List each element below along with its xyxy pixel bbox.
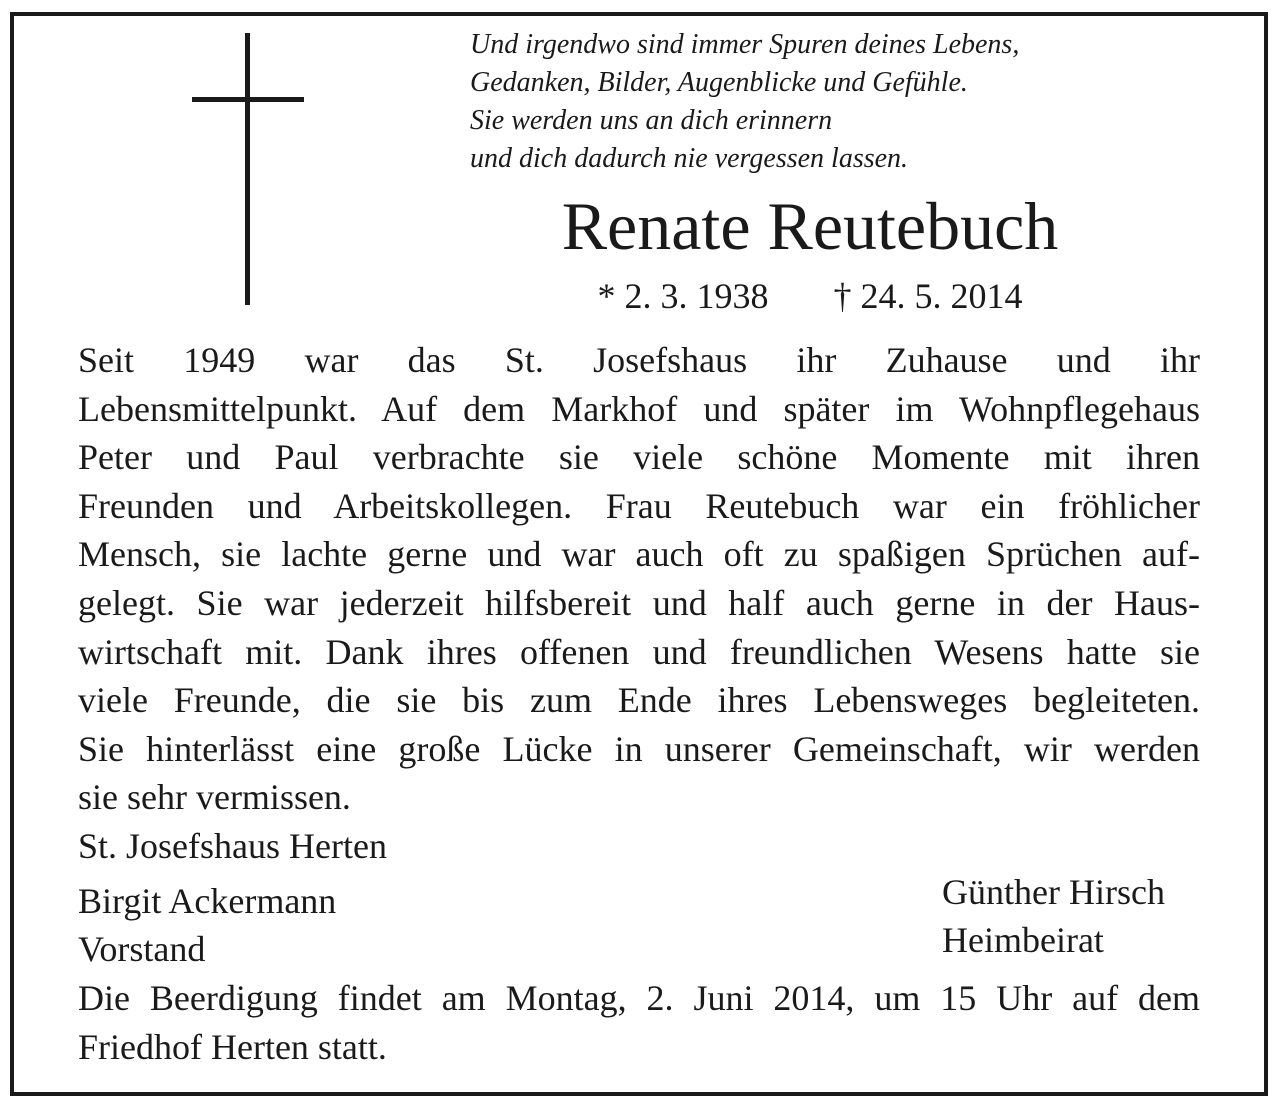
body-line: viele Freunde, die sie bis zum Ende ihres Lebensweges begleiteten. <box>78 680 1200 721</box>
signatory-left-name: Birgit Ackermann <box>78 881 337 921</box>
poem-line: Gedanken, Bilder, Augenblicke und Gefühle. <box>470 67 968 98</box>
body-line: Sie hinterlässt eine große Lücke in unserer Gemeinschaft, wir werden <box>78 728 1200 769</box>
cross-horizontal-bar <box>192 97 304 102</box>
funeral-notice <box>78 974 1200 1072</box>
life-dates <box>420 272 1200 320</box>
birth-date: * 2. 3. 1938 <box>597 276 769 316</box>
body-line: sie sehr vermissen. <box>78 777 351 818</box>
funeral-line: Friedhof Herten statt. <box>78 1027 387 1067</box>
cross-vertical-bar <box>245 33 250 305</box>
signatory-right-name: Günther Hirsch <box>942 872 1165 912</box>
cross-icon <box>192 33 304 305</box>
body-line: gelegt. Sie war jederzeit hilfsbereit und half auch gerne in der Haus- <box>78 582 1200 623</box>
obituary-body <box>78 336 1200 822</box>
body-line: Peter und Paul verbrachte sie viele schöne Momente mit ihren <box>78 437 1200 478</box>
poem-line: Und irgendwo sind immer Spuren deines Lebens, <box>470 29 1020 60</box>
poem-line: Sie werden uns an dich erinnern <box>470 105 833 136</box>
death-date: † 24. 5. 2014 <box>833 276 1023 316</box>
body-line: Mensch, sie lachte gerne und war auch oft zu spaßigen Sprüchen auf- <box>78 534 1200 575</box>
body-line: wirtschaft mit. Dank ihres offenen und freundlichen Wesens hatte sie <box>78 631 1200 672</box>
organization-name: St. Josefshaus Herten <box>78 826 387 866</box>
signatory-left-role: Vorstand <box>78 929 206 969</box>
signatory-right-role: Heimbeirat <box>942 920 1104 960</box>
funeral-line: Die Beerdigung findet am Montag, 2. Juni 2014, um 15 Uhr auf dem <box>78 978 1200 1018</box>
body-line: Freunden und Arbeitskollegen. Frau Reutebuch war ein fröhlicher <box>78 485 1200 526</box>
deceased-name: Renate Reutebuch <box>561 188 1059 264</box>
body-line: Lebensmittelpunkt. Auf dem Markhof und später im Wohnpflegehaus <box>78 388 1200 429</box>
memorial-poem <box>470 26 1170 178</box>
poem-line: und dich dadurch nie vergessen lassen. <box>470 143 909 174</box>
body-line: Seit 1949 war das St. Josefshaus ihr Zuhause und ihr <box>78 340 1200 380</box>
